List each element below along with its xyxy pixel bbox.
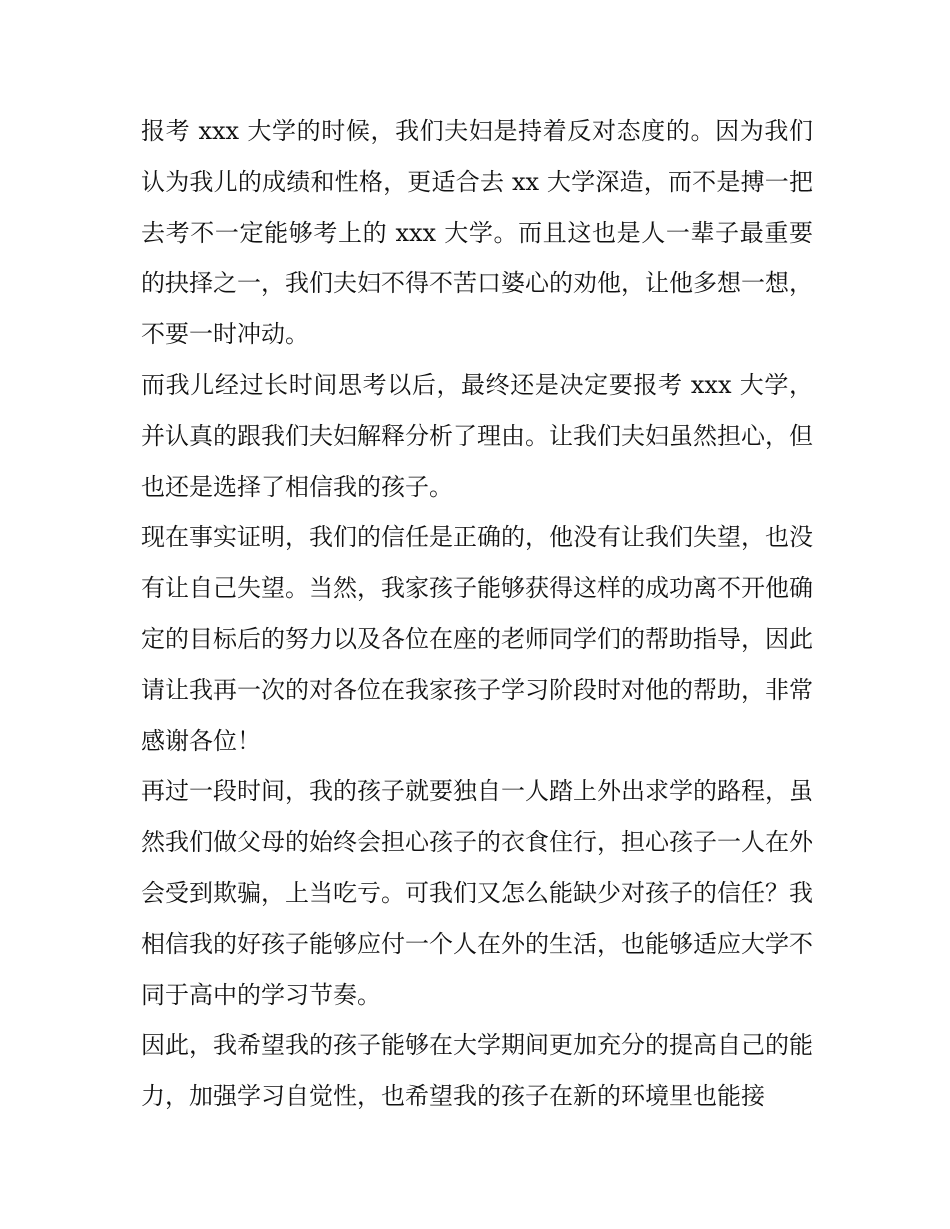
paragraph-1: 报考 xxx 大学的时候，我们夫妇是持着反对态度的。因为我们认为我儿的成绩和性格，更适合去 xx 大学深造，而不是搏一把去考不一定能够考上的 xxx 大学。而且这也是人一辈子最重要的抉择之一，我们夫妇不得不苦口婆心的劝他，让他多想一想，不要一时冲动。 [141,117,813,349]
paragraph-3: 现在事实证明，我们的信任是正确的，他没有让我们失望，也没有让自己失望。当然，我家孩子能够获得这样的成功离不开他确定的目标后的努力以及各位在座的老师同学们的帮助指导，因此请让我再一次的对各位在我家孩子学习阶段时对他的帮助，非常感谢各位！ [141,523,813,755]
paragraph-2: 而我儿经过长时间思考以后，最终还是决定要报考 xxx 大学，并认真的跟我们夫妇解释分析了理由。让我们夫妇虽然担心，但也还是选择了相信我的孩子。 [141,370,813,501]
paragraph-5: 因此，我希望我的孩子能够在大学期间更加充分的提高自己的能力，加强学习自觉性，也希望我的孩子在新的环境里也能接 [141,1031,813,1111]
paragraph-4: 再过一段时间，我的孩子就要独自一人踏上外出求学的路程，虽然我们做父母的始终会担心孩子的衣食住行，担心孩子一人在外会受到欺骗，上当吃亏。可我们又怎么能缺少对孩子的信任？我相信我的好孩子能够应付一个人在外的生活，也能够适应大学不同于高中的学习节奏。 [141,777,813,1009]
document-body [141,106,813,1122]
